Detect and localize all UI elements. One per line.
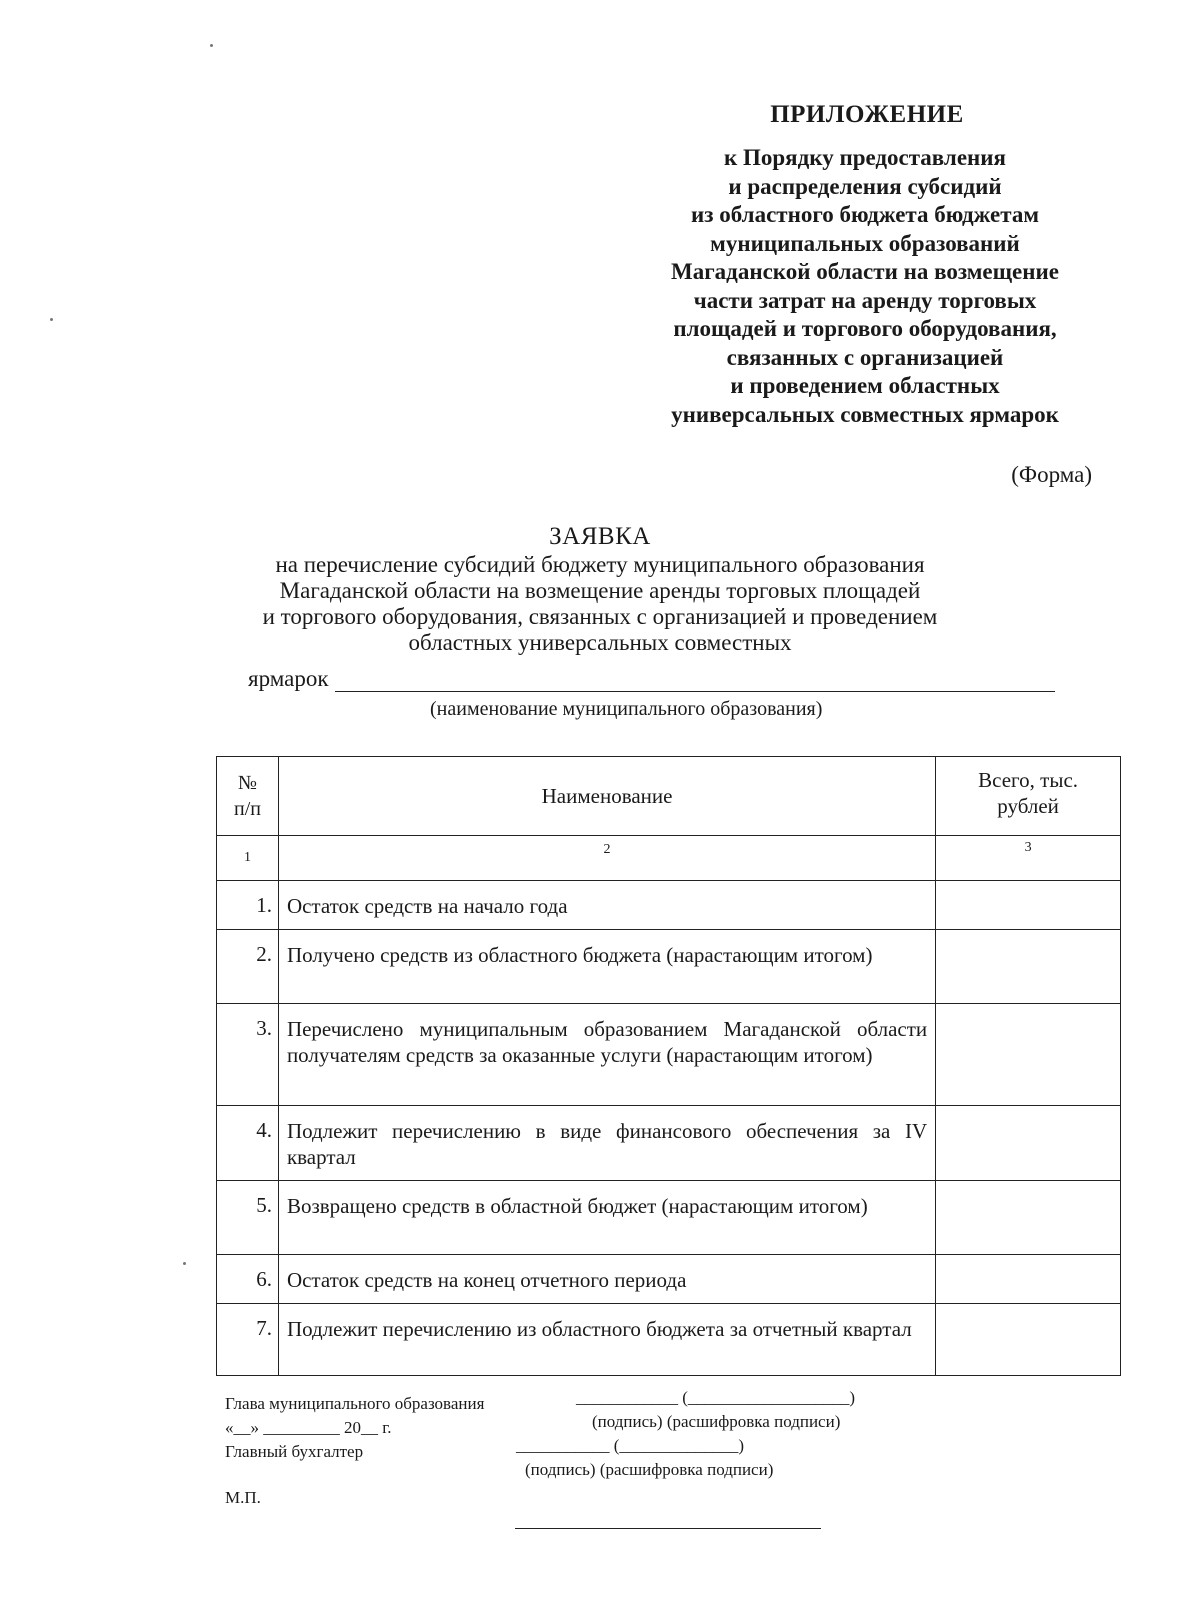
row-number: 2.	[217, 930, 279, 1004]
fair-word: ярмарок	[248, 666, 329, 691]
row-total-input[interactable]	[936, 1181, 1121, 1255]
row-total-input[interactable]	[936, 881, 1121, 930]
table-row	[217, 1004, 1121, 1106]
appendix-title: ПРИЛОЖЕНИЕ	[770, 101, 964, 128]
scan-speck	[50, 318, 53, 321]
appendix-line: из областного бюджета бюджетам	[691, 202, 1039, 227]
closing-divider	[515, 1528, 821, 1529]
row-name: Перечислено муниципальным образованием Магаданской области получателям средств за оказанные услуги (нарастающим итогом)	[278, 1004, 935, 1106]
row-number: 3.	[217, 1004, 279, 1106]
scan-speck	[210, 44, 213, 47]
table-row	[217, 881, 1121, 930]
request-line: на перечисление субсидий бюджету муниципального образования	[275, 552, 925, 577]
header-total-cell	[936, 757, 1121, 836]
row-number: 7.	[217, 1304, 279, 1376]
appendix-line: части затрат на аренду торговых	[693, 287, 1037, 313]
row-total-input[interactable]	[936, 1304, 1121, 1376]
index-cell: 2	[278, 836, 935, 881]
row-total-input[interactable]	[936, 1004, 1121, 1106]
table-row	[217, 1181, 1121, 1255]
appendix-line: и распределения субсидий	[728, 173, 1002, 199]
head-signature-line[interactable]: ____________ (___________________)	[576, 1388, 856, 1407]
table-index-row	[217, 836, 1121, 881]
appendix-line: Магаданской области на возмещение	[671, 259, 1059, 284]
table-header-row	[217, 757, 1121, 836]
row-name: Подлежит перечислению из областного бюджета за отчетный квартал	[278, 1304, 935, 1376]
accountant-label: Главный бухгалтер	[225, 1442, 364, 1461]
row-number: 5.	[217, 1181, 279, 1255]
table-row	[217, 1304, 1121, 1376]
appendix-header	[600, 100, 1130, 429]
accountant-signature-line[interactable]: ___________ (______________)	[516, 1436, 745, 1455]
table-row	[217, 1106, 1121, 1181]
row-total-input[interactable]	[936, 1106, 1121, 1181]
request-heading	[230, 522, 970, 656]
row-name: Подлежит перечислению в виде финансового обеспечения за IV квартал	[278, 1106, 935, 1181]
table-row	[217, 1255, 1121, 1304]
head-label: Глава муниципального образования	[225, 1394, 485, 1413]
row-total-input[interactable]	[936, 930, 1121, 1004]
request-line: областных универсальных совместных	[408, 630, 792, 655]
row-name: Получено средств из областного бюджета (нарастающим итогом)	[278, 930, 935, 1004]
row-number: 6.	[217, 1255, 279, 1304]
row-name: Возвращено средств в областной бюджет (нарастающим итогом)	[278, 1181, 935, 1255]
request-title: ЗАЯВКА	[549, 523, 651, 550]
header-num-symbol: №	[237, 772, 258, 794]
head-signature-caption: (подпись) (расшифровка подписи)	[592, 1412, 841, 1431]
municipality-name-caption: (наименование муниципального образования)	[430, 698, 823, 720]
row-name: Остаток средств на конец отчетного периода	[278, 1255, 935, 1304]
table-row	[217, 930, 1121, 1004]
header-num-abbr: п/п	[233, 798, 261, 820]
appendix-line: универсальных совместных ярмарок	[671, 401, 1059, 427]
index-cell: 3	[936, 836, 1121, 881]
scan-speck	[183, 1262, 186, 1265]
row-number: 4.	[217, 1106, 279, 1181]
header-total-line2: рублей	[997, 794, 1059, 818]
accountant-signature-caption: (подпись) (расшифровка подписи)	[525, 1460, 774, 1479]
appendix-line: и проведением областных	[730, 373, 1000, 398]
header-num-cell	[217, 757, 279, 836]
request-line: Магаданской области на возмещение аренды торговых площадей	[279, 578, 921, 603]
request-line: и торгового оборудования, связанных с организацией и проведением	[262, 604, 938, 629]
municipality-name-field[interactable]	[335, 669, 1055, 692]
row-name: Остаток средств на начало года	[278, 881, 935, 930]
index-cell: 1	[217, 836, 279, 881]
municipality-name-line	[248, 666, 1055, 692]
appendix-line: к Порядку предоставления	[724, 145, 1006, 170]
form-label: (Форма)	[1011, 462, 1092, 487]
header-name-cell: Наименование	[278, 757, 935, 836]
stamp-place: М.П.	[225, 1488, 261, 1507]
appendix-line: муниципальных образований	[710, 230, 1020, 256]
appendix-line: площадей и торгового оборудования,	[673, 316, 1057, 341]
row-total-input[interactable]	[936, 1255, 1121, 1304]
request-table	[216, 756, 1121, 1376]
date-line[interactable]: «__» _________ 20__ г.	[225, 1418, 392, 1437]
header-total-line1: Всего, тыс.	[978, 768, 1079, 792]
row-number: 1.	[217, 881, 279, 930]
appendix-line: связанных с организацией	[726, 344, 1004, 370]
